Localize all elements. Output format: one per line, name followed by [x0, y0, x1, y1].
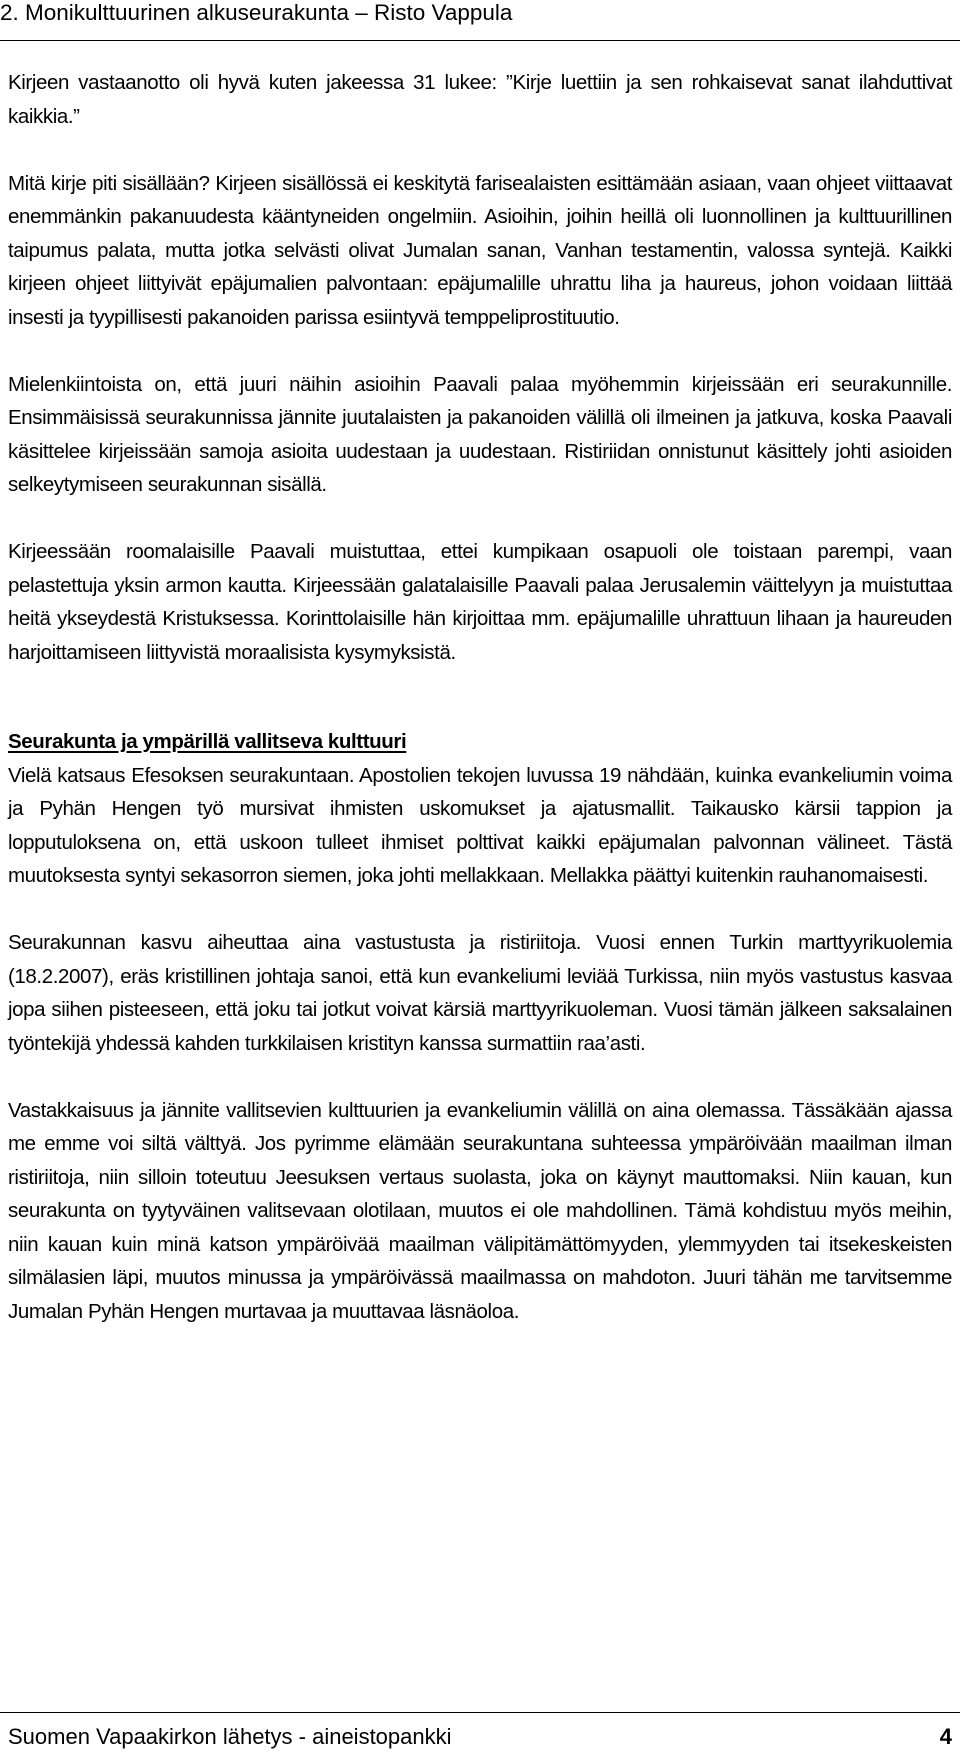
paragraph-contrast: Vastakkaisuus ja jännite vallitsevien kulttuurien ja evankeliumin välillä on aina olemassa. Tässäkään ajassa me emme voi siltä välttyä. Jos pyrimme elämään seurakuntana suhteessa ympäröivään maailman ilman ristiriitoja, niin silloin toteutuu Jeesuksen vertaus suolasta, joka on käynyt mauttomaksi. Niin kauan, kun seurakunta on tyytyväinen valitsevaan olotilaan, muutos ei ole mahdollinen. Tämä kohdistuu myös meihin, niin kauan kuin minä katson ympäröivää maailman välipitämättömyyden, ylemmyyden tai itsekeskeisten silmälasien läpi, muutos minussa ja ympäröivässä maailmassa on mahdoton. Juuri tähän me tarvitsemme Jumalan Pyhän Hengen murtavaa ja muuttavaa läsnäoloa. — [8, 1098, 952, 1323]
section-heading: Seurakunta ja ympärillä vallitseva kulttuuri — [8, 730, 407, 753]
paragraph-turkey: Seurakunnan kasvu aiheuttaa aina vastustusta ja ristiriitoja. Vuosi ennen Turkin marttyyrikuolemia (18.2.2007), eräs kristillinen johtaja sanoi, että kun evankeliumi leviää Turkissa, niin myös vastustus kasvaa jopa siihen pisteeseen, että joku tai jotkut voivat kärsiä marttyyrikuoleman. Vuosi tämän jälkeen saksalainen työntekijä yhdessä kahden turkkilaisen kristityn kanssa surmattiin raa’asti. — [8, 931, 952, 1055]
paragraph-ephesus: Vielä katsaus Efesoksen seurakuntaan. Apostolien tekojen luvussa 19 nähdään, kuinka evankeliumin voima ja Pyhän Hengen työ mursivat ihmisten uskomukset ja ajatusmallit. Taikausko kärsii tappion ja lopputuloksena on, että uskoon tulleet ihmiset polttivat kaikki epäjumalan palvonnan välineet. Tästä muutoksesta syntyi sekasorron siemen, joka johti mellakkaan. Mellakka päättyi kuitenkin rauhanomaisesti. — [8, 763, 952, 887]
section-spacer — [8, 669, 952, 725]
paragraph-letter-reception: Kirjeen vastaanotto oli hyvä kuten jakeessa 31 lukee: ”Kirje luettiin ja sen rohkaisevat sanat ilahduttivat kaikkia.” — [8, 71, 952, 128]
paragraph-spacer — [8, 334, 952, 368]
paragraph-spacer — [8, 133, 952, 167]
page-footer — [0, 1712, 960, 1753]
page-header — [0, 0, 960, 41]
footer-text: Suomen Vapaakirkon lähetys - aineistopankki — [8, 1724, 452, 1749]
paragraph-spacer — [8, 1060, 952, 1094]
header-title: 2. Monikulttuurinen alkuseurakunta – Risto Vappula — [0, 0, 513, 25]
page-number: 4 — [939, 1724, 952, 1749]
paragraph-spacer — [8, 893, 952, 927]
document-body — [8, 66, 952, 1328]
paragraph-letter-contents: Mitä kirje piti sisällään? Kirjeen sisällössä ei keskitytä farisealaisten esittämään asiaan, vaan ohjeet viittaavat enemmänkin pakanuudesta kääntyneiden ongelmiin. Asioihin, joihin heillä oli luonnollinen ja kulttuurillinen taipumus palata, mutta jotka selvästi olivat Jumalan sanan, Vanhan testamentin, valossa syntejä. Kaikki kirjeen ohjeet liittyivät epäjumalien palvontaan: epäjumalille uhrattu liha ja haureus, johon voidaan liittää insesti ja tyypillisesti pakanoiden parissa esiintyvä temppeliprostituutio. — [8, 171, 952, 329]
paragraph-romans-galatians: Kirjeessään roomalaisille Paavali muistuttaa, ettei kumpikaan osapuoli ole toistaan parempi, vaan pelastettuja yksin armon kautta. Kirjeessään galatalaisille Paavali palaa Jerusalemin väittelyyn ja muistuttaa heitä ykseydestä Kristuksessa. Korinttolaisille hän kirjoittaa mm. epäjumalille uhrattuun lihaan ja haureuden harjoittamiseen liittyvistä moraalisista kysymyksistä. — [8, 540, 952, 664]
paragraph-paul-letters: Mielenkiintoista on, että juuri näihin asioihin Paavali palaa myöhemmin kirjeissään eri seurakunnille. Ensimmäisissä seurakunnissa jännite juutalaisten ja pakanoiden välillä oli ilmeinen ja jatkuva, koska Paavali käsittelee kirjeissään samoja asioita uudestaan ja uudestaan. Ristiriidan onnistunut käsittely johti asioiden selkeytymiseen seurakunnan sisällä. — [8, 372, 952, 496]
paragraph-spacer — [8, 502, 952, 536]
